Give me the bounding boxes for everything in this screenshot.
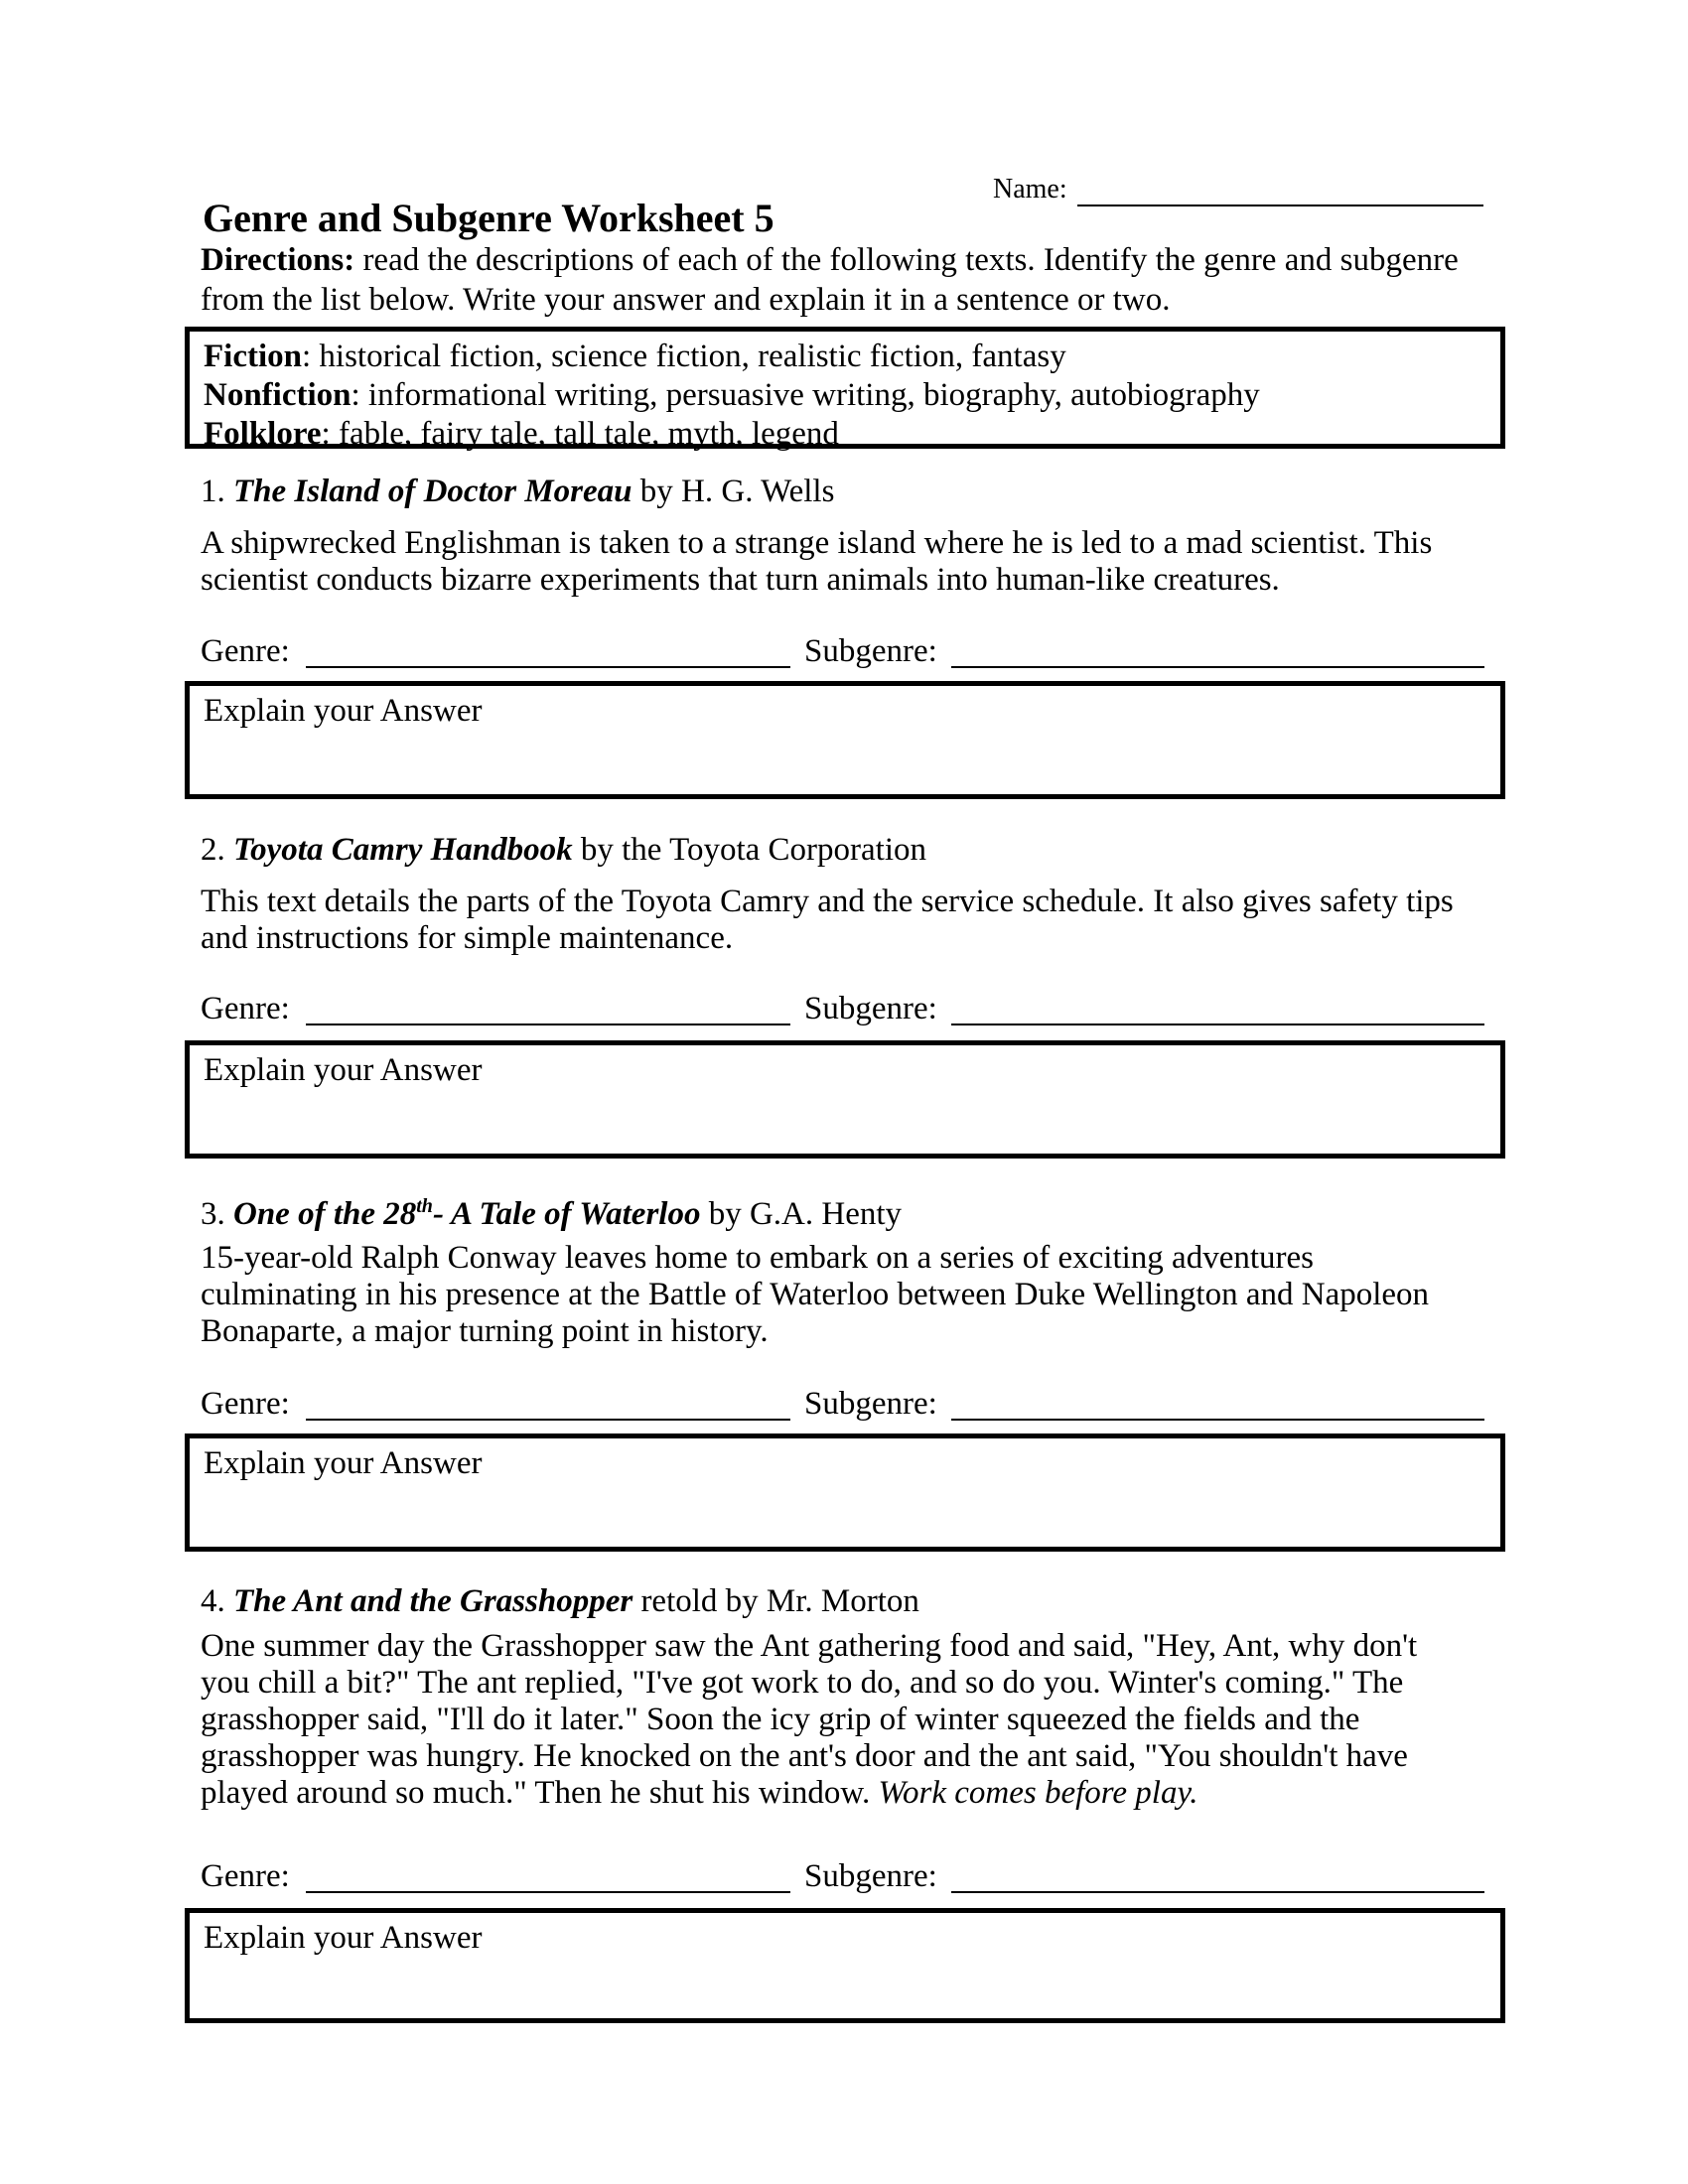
name-blank-line[interactable] [1077, 205, 1483, 206]
genre-list-nonfiction [204, 376, 1486, 415]
nonfiction-subgenres: : informational writing, persuasive writing, biography, autobiography [351, 377, 1260, 413]
item-1-byline: by H. G. Wells [632, 474, 835, 509]
item-1-heading [201, 474, 834, 510]
item-3-title-rest: - A Tale of Waterloo [432, 1196, 701, 1232]
item-4-number: 4. [201, 1583, 233, 1619]
item-1-description-line: scientist conducts bizarre experiments that turn animals into human-like creatures. [201, 562, 1280, 598]
item-1-genre-blank-line[interactable] [306, 666, 790, 668]
item-2-title: Toyota Camry Handbook [233, 832, 573, 868]
item-4-description-line: grasshopper said, "I'll do it later." Soon the icy grip of winter squeezed the fields and the [201, 1702, 1360, 1737]
item-4-explain-label: Explain your Answer [204, 1920, 483, 1956]
genre-list-fiction [204, 338, 1486, 376]
item-1-genre-label: Genre: [201, 633, 290, 669]
item-4-heading [201, 1583, 919, 1620]
item-4-byline: retold by Mr. Morton [633, 1583, 919, 1619]
directions-line-1 [201, 240, 1459, 280]
item-2-explain-box[interactable] [185, 1040, 1505, 1159]
item-3-title-superscript: th [416, 1195, 433, 1217]
name-label: Name: [993, 174, 1067, 205]
item-3-subgenre-blank-line[interactable] [951, 1419, 1484, 1421]
item-3-genre-label: Genre: [201, 1386, 290, 1422]
item-1-description-line: A shipwrecked Englishman is taken to a strange island where he is led to a mad scientist. This [201, 525, 1433, 561]
folklore-label: Folklore [204, 416, 322, 452]
item-2-number: 2. [201, 832, 233, 868]
item-4-description-line: grasshopper was hungry. He knocked on the ant's door and the ant said, "You shouldn't have [201, 1738, 1408, 1774]
item-4-explain-box[interactable] [185, 1908, 1505, 2023]
item-2-subgenre-blank-line[interactable] [951, 1024, 1484, 1025]
item-3-explain-label: Explain your Answer [204, 1445, 483, 1481]
page-title: Genre and Subgenre Worksheet 5 [203, 196, 774, 240]
directions-label: Directions: [201, 242, 355, 278]
item-1-subgenre-blank-line[interactable] [951, 666, 1484, 668]
item-1-subgenre-label: Subgenre: [804, 633, 937, 669]
item-4-title: The Ant and the Grasshopper [233, 1583, 633, 1619]
item-4-genre-blank-line[interactable] [306, 1891, 790, 1893]
item-3-title: One of the 28 [233, 1196, 417, 1232]
item-3-heading [201, 1196, 902, 1233]
item-3-description [201, 1240, 1429, 1350]
item-2-subgenre-label: Subgenre: [804, 991, 937, 1026]
item-1-explain-box[interactable] [185, 681, 1505, 799]
item-1-description [201, 525, 1432, 599]
item-3-explain-box[interactable] [185, 1433, 1505, 1552]
item-4-description [201, 1628, 1417, 1812]
genre-list-box [185, 327, 1505, 452]
item-4-description-line: One summer day the Grasshopper saw the Ant gathering food and said, "Hey, Ant, why don't [201, 1628, 1418, 1664]
genre-list-folklore [204, 415, 1486, 454]
item-2-explain-label: Explain your Answer [204, 1052, 483, 1088]
item-2-byline: by the Toyota Corporation [572, 832, 927, 868]
item-2-heading [201, 832, 926, 869]
item-3-number: 3. [201, 1196, 233, 1232]
directions-line-2: from the list below. Write your answer and explain it in a sentence or two. [201, 282, 1171, 318]
fiction-subgenres: : historical fiction, science fiction, realistic fiction, fantasy [301, 339, 1066, 374]
item-4-subgenre-blank-line[interactable] [951, 1891, 1484, 1893]
item-3-description-line: culminating in his presence at the Battle of Waterloo between Duke Wellington and Napoleon [201, 1277, 1430, 1312]
item-1-title: The Island of Doctor Moreau [233, 474, 633, 509]
nonfiction-label: Nonfiction [204, 377, 352, 413]
item-4-description-line: you chill a bit?" The ant replied, "I've got work to do, and so do you. Winter's coming." The [201, 1665, 1404, 1701]
item-3-description-line: 15-year-old Ralph Conway leaves home to embark on a series of exciting adventures [201, 1240, 1314, 1276]
item-2-description-line: and instructions for simple maintenance. [201, 920, 734, 956]
directions [201, 240, 1459, 320]
item-1-number: 1. [201, 474, 233, 509]
item-2-genre-blank-line[interactable] [306, 1024, 790, 1025]
item-3-genre-blank-line[interactable] [306, 1419, 790, 1421]
item-2-genre-label: Genre: [201, 991, 290, 1026]
item-3-byline: by G.A. Henty [700, 1196, 903, 1232]
item-4-tail-text: played around so much." Then he shut his window. [201, 1775, 879, 1811]
folklore-subgenres: : fable, fairy tale, tall tale, myth, legend [321, 416, 839, 452]
item-4-moral-text: Work comes before play. [878, 1775, 1198, 1811]
item-3-subgenre-label: Subgenre: [804, 1386, 937, 1422]
item-4-subgenre-label: Subgenre: [804, 1858, 937, 1894]
item-2-description-line: This text details the parts of the Toyota Camry and the service schedule. It also gives safety tips [201, 884, 1454, 919]
fiction-label: Fiction [204, 339, 302, 374]
item-2-description [201, 884, 1454, 957]
item-4-genre-label: Genre: [201, 1858, 290, 1894]
item-3-description-line: Bonaparte, a major turning point in history. [201, 1313, 769, 1349]
directions-text: read the descriptions of each of the following texts. Identify the genre and subgenre [354, 242, 1459, 278]
item-4-description-line [201, 1775, 1417, 1812]
item-1-explain-label: Explain your Answer [204, 693, 483, 729]
